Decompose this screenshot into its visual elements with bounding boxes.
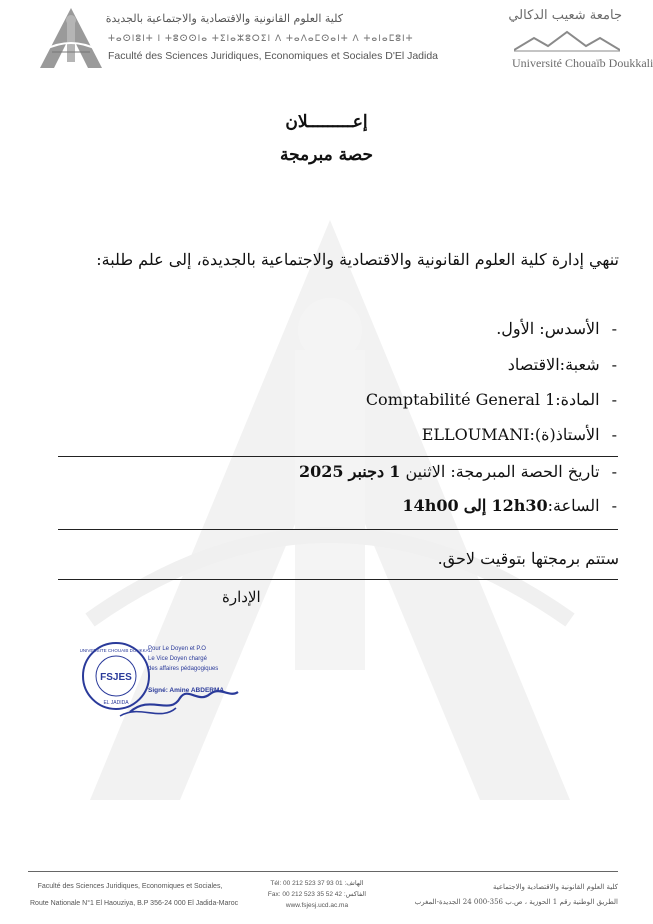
semester-text: الأسدس: الأول. <box>496 319 600 338</box>
divider-line <box>58 456 618 457</box>
bullet-dash: - <box>611 496 617 515</box>
faculty-name-tifinagh: ⵜⴰⵙⵏⵓⵏⵜ ⵏ ⵜⵓⵙⵙⵏⴰ ⵜⵉⵏⴰⵣⵓⵔⵉⵏ ⴷ ⵜⴰⴷⴰⵎⵙⴰⵏⵜ ⴷ ⵜⴰⵏⴰⵎⵓⵏⵜ <box>108 34 414 44</box>
department-text: شعبة:الاقتصاد <box>507 355 600 374</box>
university-emblem <box>514 30 620 52</box>
faculty-name-french: Faculté des Sciences Juridiques, Economiques et Sociales D'El Jadida <box>108 50 439 62</box>
handwritten-signature <box>130 691 238 712</box>
session-time-to-word: إلى <box>463 496 487 515</box>
divider-line <box>58 529 618 530</box>
footer-faculty-arabic: كلية العلوم القانونية والاقتصادية والاجتماعية <box>492 883 618 891</box>
session-date-item <box>299 462 617 481</box>
footer-address-french <box>30 878 239 912</box>
official-stamp <box>80 634 240 718</box>
professor-item <box>422 425 617 444</box>
footer-road-french: Route Nationale N°1 El Haouziya, B.P 356-24 000 El Jadida-Maroc <box>30 900 239 907</box>
intro-paragraph: تنهي إدارة كلية العلوم القانونية والاقتصادية والاجتماعية بالجديدة، إلى علم طلبة: <box>96 250 619 269</box>
handwritten-signature-flourish <box>120 708 176 716</box>
department-item <box>508 355 617 374</box>
stamp-line-2: Le Vice Doyen chargé <box>148 656 207 662</box>
subject-value: Comptabilité General 1 <box>365 390 556 409</box>
stamp-line-3: des affaires pédagogiques <box>148 666 219 672</box>
session-time-label: الساعة: <box>547 496 600 515</box>
announcement-title: إعـــــــــلان <box>285 112 368 132</box>
footer-divider <box>28 871 618 872</box>
footer-fax: Fax: 00 212 523 35 52 42 :الفاكس <box>267 891 367 898</box>
professor-value: ELLOUMANI <box>421 425 530 444</box>
bullet-dash: - <box>611 390 617 409</box>
footer-faculty-french: Faculté des Sciences Juridiques, Economiques et Sociales, <box>37 883 223 890</box>
divider-line <box>58 579 618 580</box>
professor-label: الأستاذ(ة): <box>529 425 600 444</box>
administration-signature: الإدارة <box>222 588 261 606</box>
bullet-dash: - <box>611 425 617 444</box>
subject-item <box>366 390 617 409</box>
semester-item <box>496 319 617 338</box>
announcement-subtitle: حصة مبرمجة <box>279 145 374 165</box>
session-time-item <box>402 496 617 515</box>
university-name-french: Université Chouaïb Doukkali <box>512 56 653 70</box>
footer-website[interactable]: www.fsjesj.ucd.ac.ma <box>285 902 349 909</box>
footer-phone: Tél: 00 212 523 37 93 01 :الهاتف <box>270 880 364 887</box>
stamp-seal-ring: UNIVERSITE CHOUAIB DOUKKALI <box>80 648 153 653</box>
session-date-label: تاريخ الحصة المبرمجة: الاثنين <box>405 462 600 481</box>
footer-road-arabic: الطريق الوطنية رقم 1 الحوزية ، ص.ب 356-000 24 الجديدة-المغرب <box>414 898 618 906</box>
bullet-dash: - <box>611 319 617 338</box>
faculty-logo <box>38 6 104 70</box>
session-time-to: 14h00 <box>402 496 459 515</box>
bullet-dash: - <box>611 462 617 481</box>
footer-address-arabic <box>414 880 618 910</box>
faculty-watermark <box>70 200 590 840</box>
session-month: دجنبر <box>348 462 385 481</box>
schedule-note: ستتم برمجتها بتوقيت لاحق. <box>437 549 619 568</box>
university-name-arabic: جامعة شعيب الدكالي <box>508 8 622 23</box>
footer-contacts <box>262 878 372 911</box>
stamp-seal-center: FSJES <box>100 672 132 683</box>
stamp-line-1: Pour Le Doyen et P.O <box>148 646 206 652</box>
session-time-from: 12h30 <box>491 496 548 515</box>
stamp-signed: Signé: Amine ABDERMA <box>148 687 225 694</box>
bullet-dash: - <box>611 355 617 374</box>
session-year: 2025 <box>298 462 344 481</box>
stamp-seal-city: EL JADIDA <box>103 700 129 706</box>
session-day: 1 <box>389 462 401 481</box>
faculty-name-arabic: كلية العلوم القانونية والاقتصادية والاجتماعية بالجديدة <box>105 12 343 25</box>
subject-label: المادة: <box>555 390 600 409</box>
